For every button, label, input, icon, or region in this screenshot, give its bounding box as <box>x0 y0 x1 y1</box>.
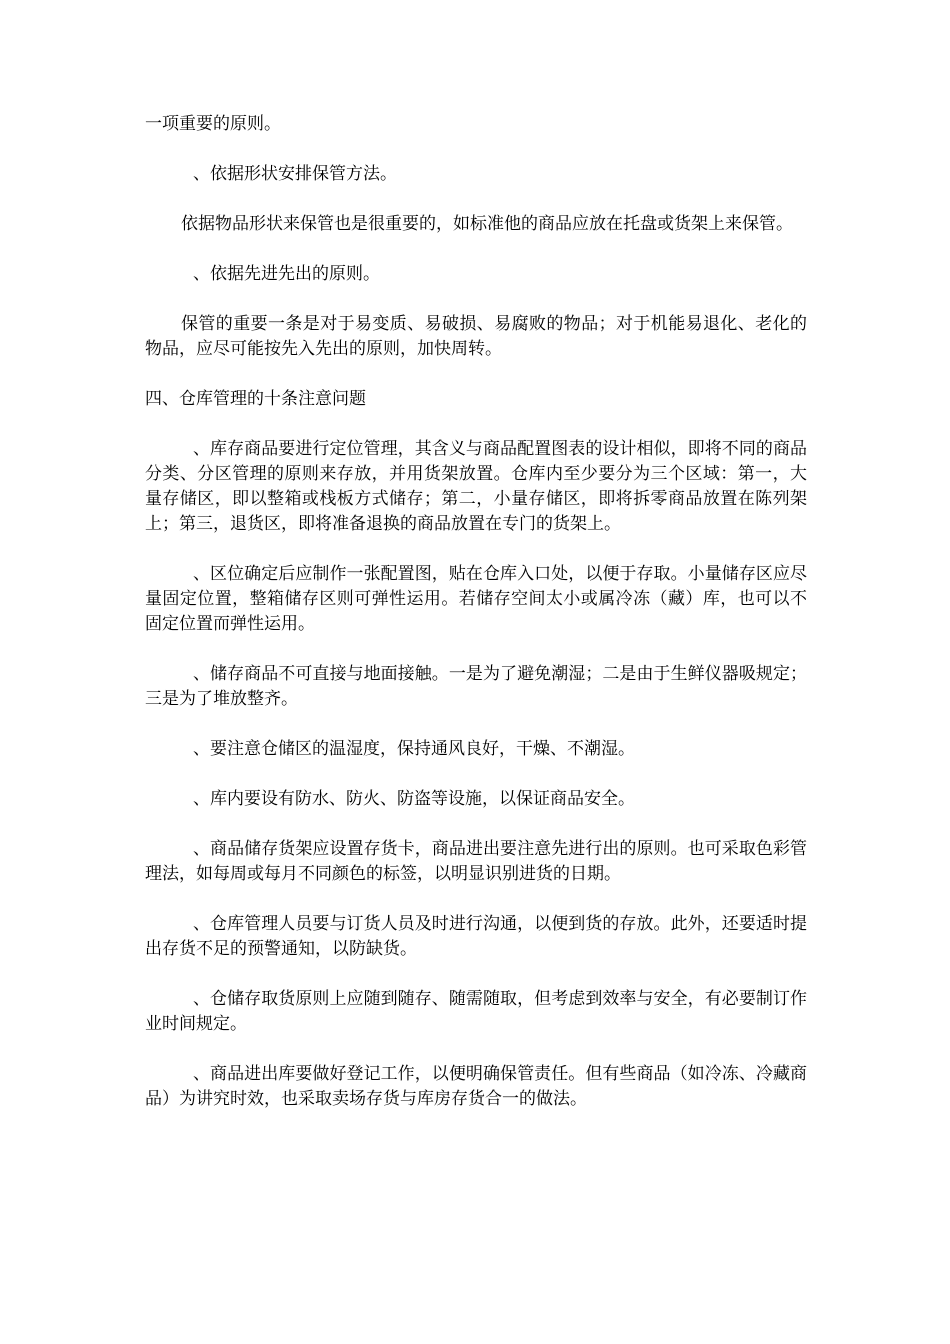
document-body <box>145 112 807 1137</box>
list-item: 、要注意仓储区的温湿度，保持通风良好，干燥、不潮湿。 <box>193 739 635 759</box>
list-item: 、区位确定后应制作一张配置图，贴在仓库入口处，以便于存取。小量储存区应尽量固定位置，整箱储存区则可弹性运用。若储存空间太小或属冷冻（藏）库，也可以不固定位置而弹性运用。 <box>145 564 807 634</box>
list-item: 、库内要设有防水、防火、防盗等设施，以保证商品安全。 <box>193 789 635 809</box>
list-item: 、库存商品要进行定位管理，其含义与商品配置图表的设计相似，即将不同的商品分类、分区管理的原则来存放，并用货架放置。仓库内至少要分为三个区域：第一，大量存储区，即以整箱或栈板方式储存；第二，小量存储区，即将拆零商品放置在陈列架上；第三，退货区，即将准备退换的商品放置在专门的货架上。 <box>145 439 807 534</box>
list-item: 、商品储存货架应设置存货卡，商品进出要注意先进行出的原则。也可采取色彩管理法，如每周或每月不同颜色的标签，以明显识别进货的日期。 <box>145 839 807 884</box>
list-item: 、储存商品不可直接与地面接触。一是为了避免潮湿；二是由于生鲜仪器吸规定；三是为了堆放整齐。 <box>145 664 807 709</box>
paragraph-text: 依据物品形状来保管也是很重要的，如标准他的商品应放在托盘或货架上来保管。 <box>181 214 793 234</box>
list-item: 、商品进出库要做好登记工作，以便明确保管责任。但有些商品（如冷冻、冷藏商品）为讲究时效，也采取卖场存货与库房存货合一的做法。 <box>145 1064 807 1109</box>
list-item: 、仓库管理人员要与订货人员及时进行沟通，以便到货的存放。此外，还要适时提出存货不足的预警通知，以防缺货。 <box>145 914 807 959</box>
list-item: 、依据形状安排保管方法。 <box>193 164 397 184</box>
list-item: 、仓储存取货原则上应随到随存、随需随取，但考虑到效率与安全，有必要制订作业时间规定。 <box>145 989 807 1034</box>
paragraph-text: 保管的重要一条是对于易变质、易破损、易腐败的物品；对于机能易退化、老化的物品，应尽可能按先入先出的原则，加快周转。 <box>145 314 807 359</box>
list-item: 、依据先进先出的原则。 <box>193 264 380 284</box>
paragraph-text: 一项重要的原则。 <box>145 114 281 134</box>
section-heading: 四、仓库管理的十条注意问题 <box>145 389 366 409</box>
